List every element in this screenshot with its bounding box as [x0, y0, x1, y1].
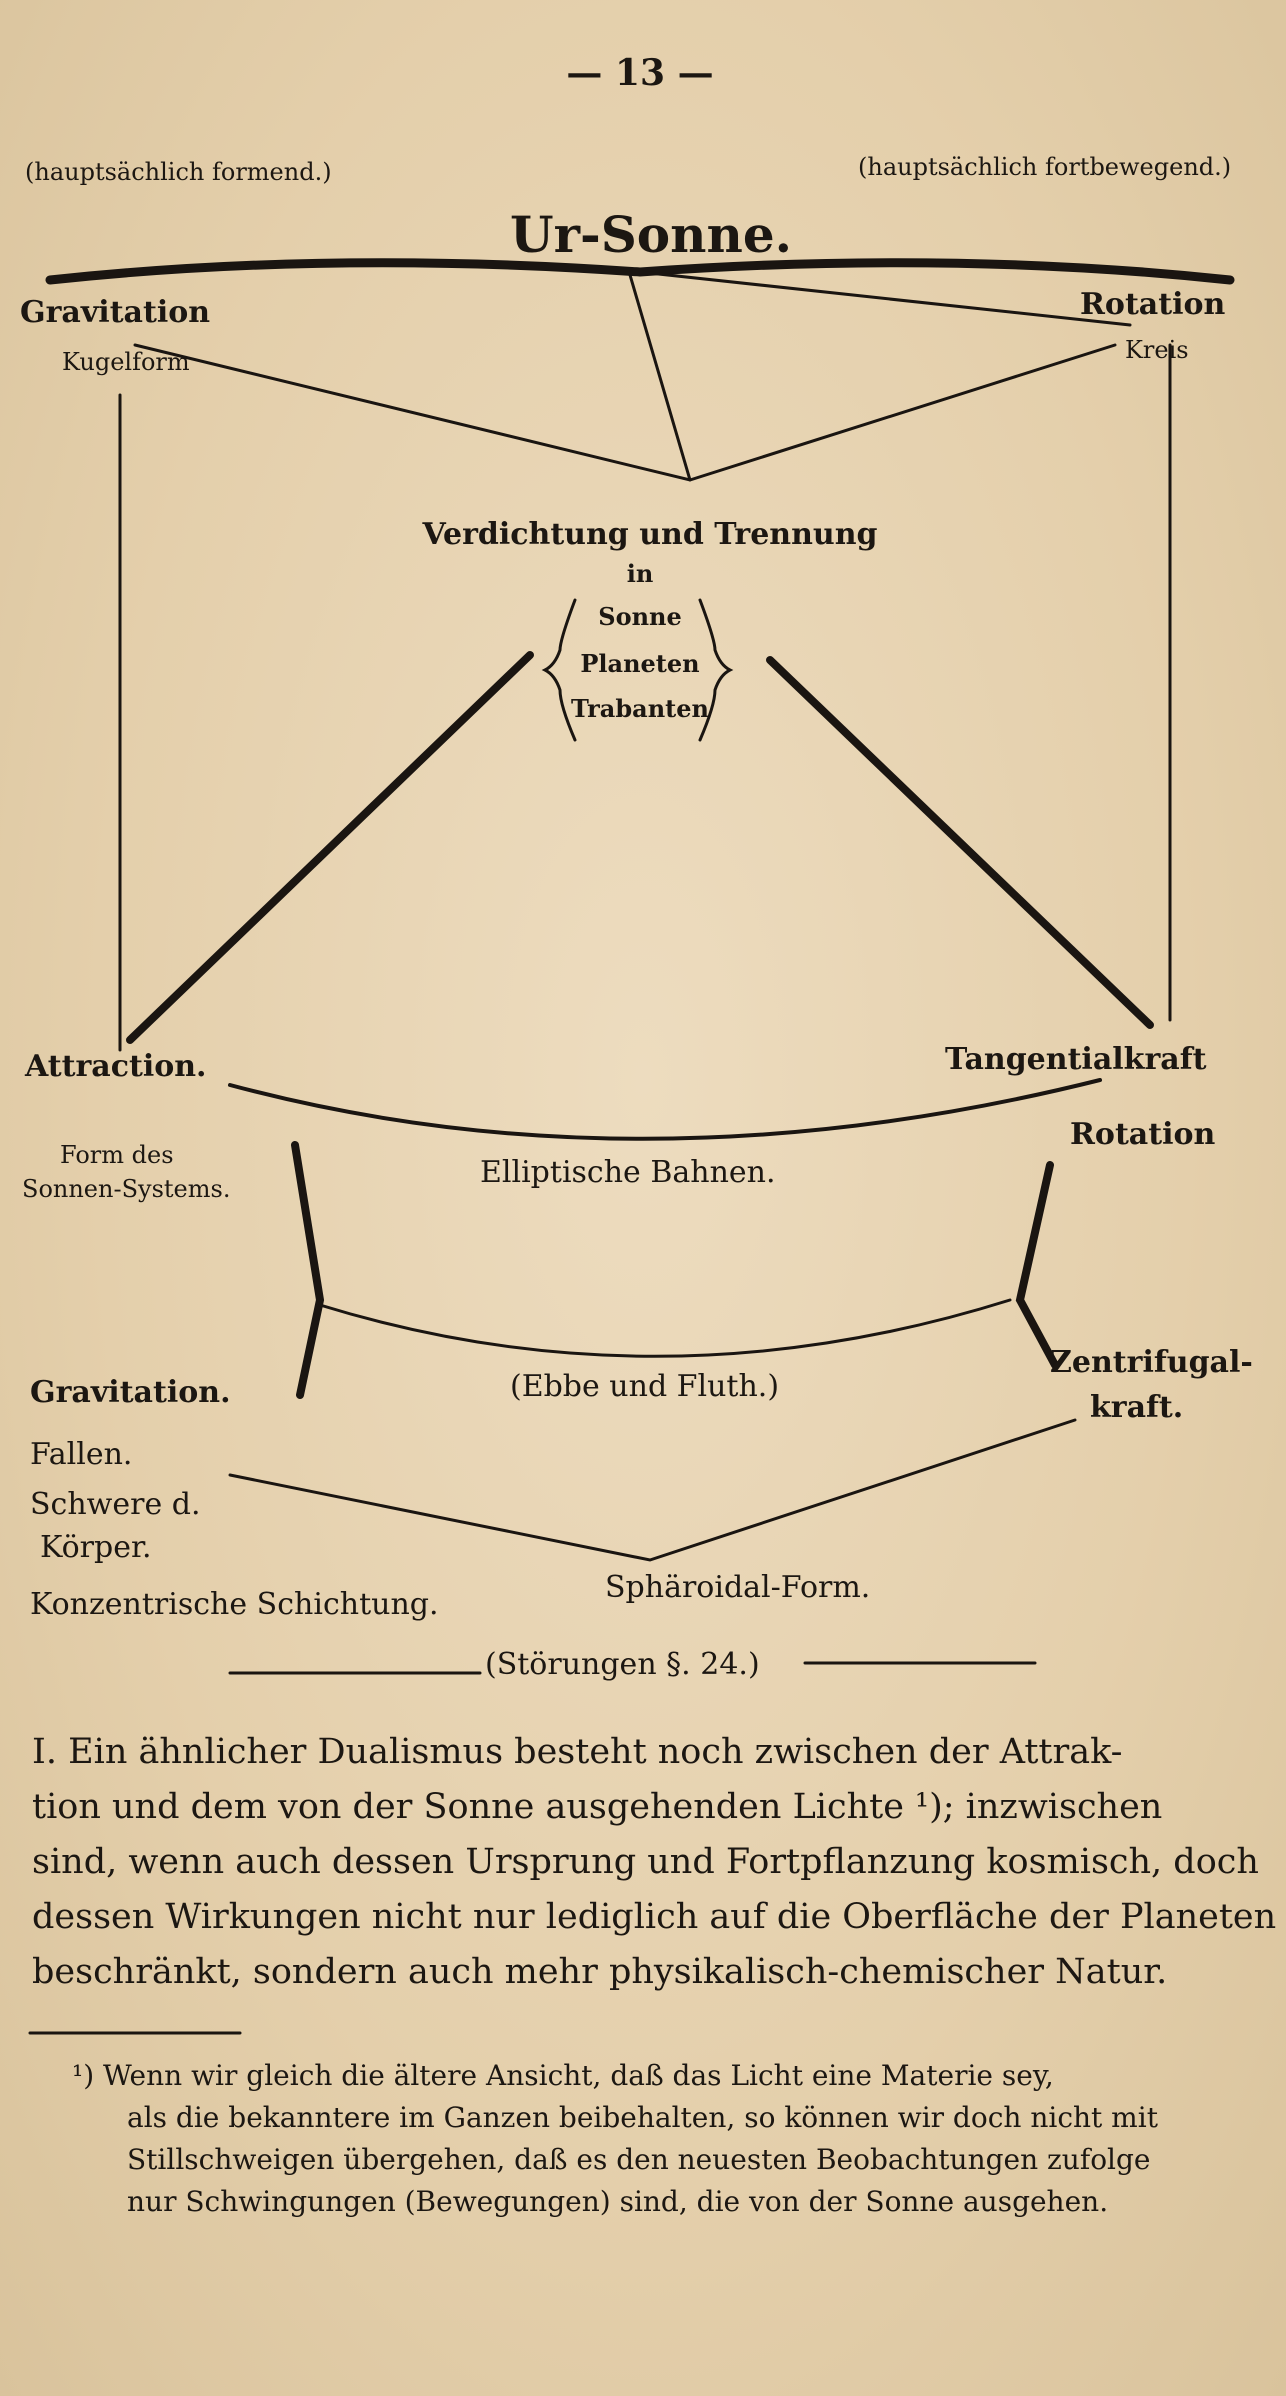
- upper-v-shape: [135, 345, 1115, 480]
- mid-left-stroke: [295, 1145, 320, 1395]
- footnote-line: ¹) Wenn wir gleich die ältere Ansicht, daß das Licht eine Materie sey,: [72, 2059, 1054, 2092]
- label-stoerungen: (Störungen §. 24.): [485, 1647, 760, 1682]
- label-zentrifugal: Zentrifugal-: [1050, 1345, 1253, 1380]
- label-elliptische-bahnen: Elliptische Bahnen.: [480, 1155, 776, 1190]
- page-number: — 13 —: [566, 52, 714, 94]
- label-konzentrische-schichtung: Konzentrische Schichtung.: [30, 1587, 439, 1622]
- ebbe-arc: [320, 1300, 1010, 1356]
- paragraph-line: sind, wenn auch dessen Ursprung und Fortpflanzung kosmisch, doch: [32, 1842, 1259, 1882]
- label-trabanten: Trabanten: [571, 694, 709, 723]
- paragraph-line: beschränkt, sondern auch mehr physikalisch-chemischer Natur.: [32, 1952, 1168, 1992]
- lower-v: [230, 1420, 1075, 1560]
- paragraph-line: dessen Wirkungen nicht nur lediglich auf die Oberfläche der Planeten: [32, 1897, 1277, 1937]
- label-sphaeroidal-form: Sphäroidal-Form.: [605, 1570, 871, 1605]
- label-gravitation-top: Gravitation: [20, 295, 211, 330]
- diag-left: [130, 655, 530, 1040]
- label-fallen: Fallen.: [30, 1437, 133, 1472]
- paragraph-line: tion und dem von der Sonne ausgehenden Lichte ¹); inzwischen: [32, 1787, 1163, 1827]
- label-rotation-top: Rotation: [1080, 287, 1226, 322]
- body-paragraph: [32, 1725, 1277, 2000]
- label-in: in: [626, 559, 654, 588]
- label-attraction: Attraction.: [25, 1049, 207, 1084]
- label-planeten: Planeten: [580, 649, 700, 678]
- label-sonnen-systems: Sonnen-Systems.: [22, 1175, 231, 1203]
- footnote-line: nur Schwingungen (Bewegungen) sind, die von der Sonne ausgehen.: [127, 2185, 1109, 2218]
- label-koerper: Körper.: [40, 1530, 152, 1565]
- ellipse-arc: [230, 1080, 1100, 1139]
- footnote-line: als die bekanntere im Ganzen beibehalten, so können wir doch nicht mit: [127, 2101, 1158, 2134]
- paragraph-line: I. Ein ähnlicher Dualismus besteht noch zwischen der Attrak-: [32, 1732, 1123, 1772]
- arc-to-center: [630, 275, 690, 480]
- top-left-note: (hauptsächlich formend.): [25, 158, 332, 186]
- label-kraft: kraft.: [1090, 1390, 1184, 1425]
- top-arc: [50, 263, 1230, 280]
- label-verdichtung: Verdichtung und Trennung: [422, 517, 878, 552]
- arc-to-right: [640, 272, 1130, 325]
- label-form-des: Form des: [60, 1141, 174, 1169]
- label-kreis: Kreis: [1125, 336, 1189, 364]
- label-schwere: Schwere d.: [30, 1487, 201, 1522]
- label-tangentialkraft: Tangentialkraft: [945, 1042, 1207, 1077]
- label-sonne: Sonne: [598, 602, 682, 631]
- label-ebbe-fluth: (Ebbe und Fluth.): [510, 1369, 780, 1404]
- footnote-line: Stillschweigen übergehen, daß es den neuesten Beobachtungen zufolge: [127, 2143, 1151, 2176]
- footnote: [32, 2055, 1252, 2223]
- label-gravitation-middle: Gravitation.: [30, 1375, 231, 1410]
- diag-right: [770, 660, 1150, 1025]
- label-rotation-middle: Rotation: [1070, 1117, 1216, 1152]
- title: Ur-Sonne.: [510, 205, 793, 264]
- top-right-note: (hauptsächlich fortbewegend.): [858, 153, 1232, 181]
- label-kugelform: Kugelform: [62, 348, 190, 376]
- mid-right-stroke: [1020, 1165, 1055, 1365]
